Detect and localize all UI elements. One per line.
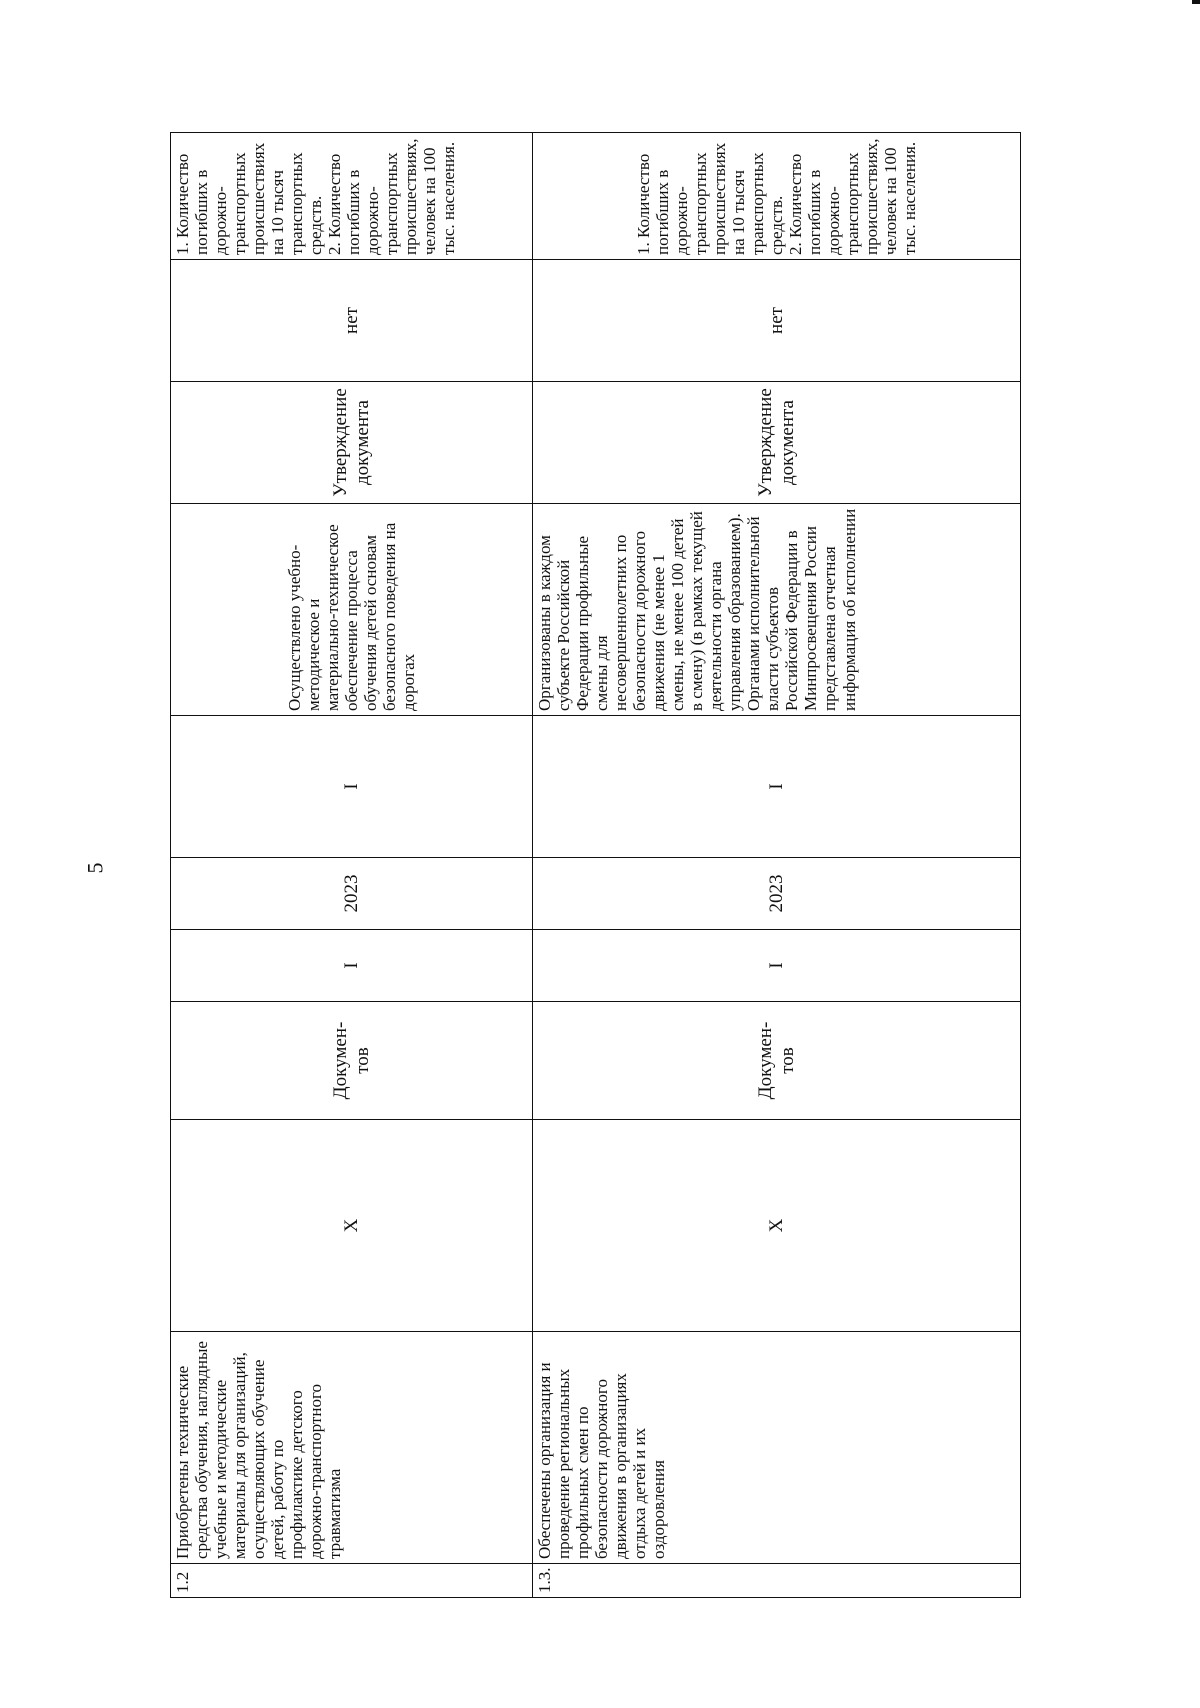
unit-cell: Докумен- тов: [533, 1002, 1021, 1120]
x-mark-cell: X: [171, 1120, 533, 1332]
page-number: 5: [82, 862, 108, 874]
control-cell: Утверждение документа: [171, 382, 533, 504]
x-mark-cell: X: [533, 1120, 1021, 1332]
result-cell: Приобретены технические средства обучения, наглядные учебные и методические материалы для организаций, осуществляющих обучение детей, работу по профилактике детского дорожно-транспортного травматизма: [171, 1332, 533, 1564]
flag-cell: нет: [171, 260, 533, 382]
scan-edge-mark: [1192, 0, 1200, 4]
characteristic-cell: Осуществлено учебно-методическое и материально-техническое обеспечение процесса обучения детей основам безопасного поведения на дорогах: [171, 504, 533, 716]
target-cell: I: [171, 716, 533, 858]
row-number: 1.3.: [533, 1564, 1021, 1598]
result-cell: Обеспечены организация и проведение региональных профильных смен по безопасности дорожного движения в организациях отдыха детей и их оздоровления: [533, 1332, 1021, 1564]
flag-cell: нет: [533, 260, 1021, 382]
table-row: [171, 133, 533, 1598]
measures-table: [170, 132, 1021, 1598]
year-cell: 2023: [171, 858, 533, 930]
row-number: 1.2: [171, 1564, 533, 1598]
unit-cell: Докумен- тов: [171, 1002, 533, 1120]
indicators-cell: 1. Количество погибших в дорожно-транспортных происшествиях на 10 тысяч транспортных средств. 2. Количество погибших в дорожно-транспортных происшествиях, человек на 100 тыс. населения.: [533, 133, 1021, 260]
characteristic-cell: Организованы в каждом субъекте Российской Федерации профильные смены для несовершеннолетних по безопасности дорожного движения (не менее 1 смены, не менее 100 детей в смену) (в рамках текущей деятельности органа управления образованием). Органами исполнительной власти субъектов Российской Федерации в Минпросвещения России представлена отчетная информация об исполнении: [533, 504, 1021, 716]
year-cell: 2023: [533, 858, 1021, 930]
table-row: [533, 133, 1021, 1598]
target-cell: I: [533, 716, 1021, 858]
base-value-cell: I: [533, 930, 1021, 1002]
indicators-cell: 1. Количество погибших в дорожно-транспортных происшествиях на 10 тысяч транспортных средств. 2. Количество погибших в дорожно-транспортных происшествиях, человек на 100 тыс. населения.: [171, 133, 533, 260]
table-frame: [170, 133, 1020, 1598]
control-cell: Утверждение документа: [533, 382, 1021, 504]
base-value-cell: I: [171, 930, 533, 1002]
